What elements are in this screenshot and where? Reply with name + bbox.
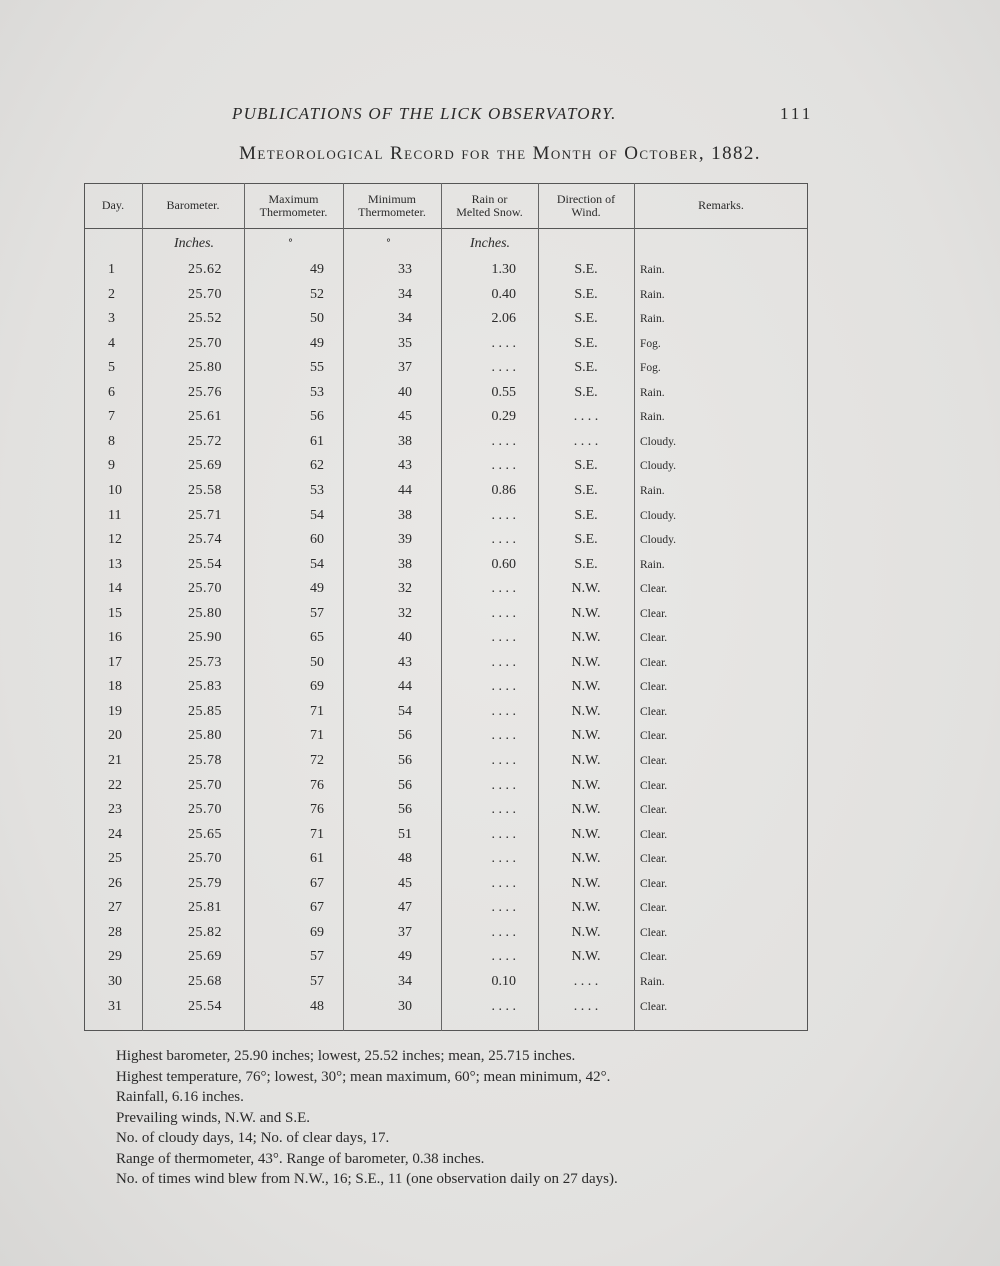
barometer-cell: 25.70 xyxy=(188,802,222,818)
remarks-cell: Rain. xyxy=(640,975,665,988)
day-cell: 10 xyxy=(108,482,122,498)
table-row xyxy=(84,945,808,969)
barometer-cell: 25.71 xyxy=(188,507,222,523)
barometer-cell: 25.68 xyxy=(188,973,222,989)
rain-cell: . . . . xyxy=(491,360,516,376)
rain-cell: . . . . xyxy=(491,802,516,818)
remarks-cell: Clear. xyxy=(640,902,668,915)
day-cell: 22 xyxy=(108,777,122,793)
min-temp-cell: 33 xyxy=(398,262,412,277)
table-row xyxy=(84,258,808,282)
day-cell: 24 xyxy=(108,826,122,842)
rain-cell: 0.40 xyxy=(491,286,516,302)
wind-cell: N.W. xyxy=(571,900,601,916)
rain-cell: 0.60 xyxy=(491,556,516,572)
barometer-cell: 25.58 xyxy=(188,482,222,498)
wind-cell: S.E. xyxy=(574,360,598,376)
wind-cell: . . . . xyxy=(573,409,599,425)
remarks-cell: Clear. xyxy=(640,926,668,939)
day-cell: 29 xyxy=(108,949,122,965)
table-row xyxy=(84,553,808,577)
day-cell: 2 xyxy=(108,286,115,302)
summary-line: No. of times wind blew from N.W., 16; S.E., 11 (one observation daily on 27 days). xyxy=(116,1171,618,1187)
max-temp-cell: 71 xyxy=(310,826,324,842)
remarks-cell: Rain. xyxy=(640,411,665,424)
table-row xyxy=(84,479,808,503)
remarks-cell: Clear. xyxy=(640,583,668,596)
day-cell: 20 xyxy=(108,728,122,744)
max-temp-cell: 56 xyxy=(310,409,324,425)
max-temp-cell: 60 xyxy=(310,532,324,548)
wind-cell: . . . . xyxy=(573,998,599,1014)
rain-cell: . . . . xyxy=(491,900,516,916)
barometer-cell: 25.54 xyxy=(188,998,222,1014)
remarks-cell: Rain. xyxy=(640,484,665,497)
table-row xyxy=(84,823,808,847)
day-cell: 31 xyxy=(108,998,122,1014)
remarks-cell: Cloudy. xyxy=(640,435,676,448)
remarks-cell: Clear. xyxy=(640,853,668,866)
wind-cell: N.W. xyxy=(571,802,601,818)
day-cell: 21 xyxy=(108,753,122,768)
rain-cell: . . . . xyxy=(491,703,516,719)
table-row xyxy=(84,602,808,626)
rain-cell: . . . . xyxy=(491,630,516,646)
wind-cell: N.W. xyxy=(571,630,601,646)
remarks-cell: Clear. xyxy=(640,656,668,669)
rain-cell: . . . . xyxy=(491,924,516,940)
min-temp-cell: 38 xyxy=(398,433,412,449)
header-minimum-thermometer: Minimum Thermometer. xyxy=(358,191,426,219)
rain-cell: 0.86 xyxy=(491,482,516,498)
max-temp-cell: 72 xyxy=(310,753,324,768)
min-temp-cell: 35 xyxy=(398,335,412,351)
header-wind: Direction of Wind. xyxy=(556,191,616,219)
summary-line: Rainfall, 6.16 inches. xyxy=(116,1089,244,1105)
day-cell: 9 xyxy=(108,458,115,474)
wind-cell: S.E. xyxy=(574,335,598,351)
rain-cell: . . . . xyxy=(491,433,516,449)
remarks-cell: Rain. xyxy=(640,288,665,301)
summary-line: Prevailing winds, N.W. and S.E. xyxy=(116,1109,311,1126)
wind-cell: S.E. xyxy=(574,311,598,327)
max-temp-cell: 76 xyxy=(310,802,324,818)
wind-cell: N.W. xyxy=(571,875,601,891)
min-temp-cell: 44 xyxy=(398,482,412,498)
header-maximum-thermometer: Maximum Thermometer. xyxy=(259,191,328,219)
table-row xyxy=(84,896,808,920)
min-temp-cell: 32 xyxy=(398,581,412,597)
table-row xyxy=(84,847,808,871)
remarks-cell: Clear. xyxy=(640,804,668,817)
header-remarks: Remarks. xyxy=(698,198,744,212)
wind-cell: N.W. xyxy=(571,605,601,621)
barometer-cell: 25.70 xyxy=(188,777,222,793)
unit-min-degree: ° xyxy=(386,238,391,249)
table-title: Meteorological Record for the Month of October, 1882. xyxy=(239,143,761,164)
barometer-cell: 25.52 xyxy=(188,311,222,327)
table-row xyxy=(84,651,808,675)
wind-cell: N.W. xyxy=(571,924,601,940)
page-number: 111 xyxy=(780,104,814,123)
min-temp-cell: 43 xyxy=(398,458,412,474)
summary-line: Highest temperature, 76°; lowest, 30°; mean maximum, 60°; mean minimum, 42°. xyxy=(116,1068,611,1085)
remarks-cell: Clear. xyxy=(640,755,668,767)
max-temp-cell: 65 xyxy=(310,630,324,646)
table-row xyxy=(84,356,808,380)
remarks-cell: Clear. xyxy=(640,951,668,964)
min-temp-cell: 40 xyxy=(398,384,412,400)
max-temp-cell: 49 xyxy=(310,335,324,351)
barometer-cell: 25.70 xyxy=(188,581,222,597)
max-temp-cell: 54 xyxy=(310,556,324,572)
summary-line: No. of cloudy days, 14; No. of clear days, 17. xyxy=(116,1130,390,1146)
day-cell: 28 xyxy=(108,924,122,940)
barometer-cell: 25.69 xyxy=(188,458,222,474)
unit-rain: Inches. xyxy=(470,236,511,251)
summary-line: Range of thermometer, 43°. Range of barometer, 0.38 inches. xyxy=(116,1150,485,1167)
wind-cell: N.W. xyxy=(571,753,601,768)
min-temp-cell: 38 xyxy=(398,507,412,523)
barometer-cell: 25.80 xyxy=(188,728,222,744)
max-temp-cell: 69 xyxy=(310,679,324,695)
day-cell: 4 xyxy=(108,335,115,351)
min-temp-cell: 39 xyxy=(398,532,412,548)
barometer-cell: 25.72 xyxy=(188,433,222,449)
day-cell: 30 xyxy=(108,973,122,989)
rain-cell: . . . . xyxy=(491,581,516,597)
min-temp-cell: 51 xyxy=(398,826,412,842)
day-cell: 14 xyxy=(108,581,122,597)
day-cell: 7 xyxy=(108,409,115,425)
wind-cell: S.E. xyxy=(574,286,598,302)
wind-cell: S.E. xyxy=(574,532,598,548)
day-cell: 15 xyxy=(108,605,122,621)
min-temp-cell: 56 xyxy=(398,802,412,818)
remarks-cell: Clear. xyxy=(640,730,668,743)
max-temp-cell: 71 xyxy=(310,703,324,719)
day-cell: 12 xyxy=(108,532,122,548)
wind-cell: S.E. xyxy=(574,556,598,572)
wind-cell: S.E. xyxy=(574,262,598,277)
min-temp-cell: 45 xyxy=(398,875,412,891)
min-temp-cell: 34 xyxy=(398,311,412,327)
table-row xyxy=(84,774,808,798)
min-temp-cell: 40 xyxy=(398,630,412,646)
wind-cell: N.W. xyxy=(571,654,601,670)
header-rule xyxy=(84,228,808,229)
barometer-cell: 25.70 xyxy=(188,851,222,867)
day-cell: 3 xyxy=(108,311,115,327)
remarks-cell: Cloudy. xyxy=(640,534,676,547)
max-temp-cell: 49 xyxy=(310,581,324,597)
rain-cell: . . . . xyxy=(491,753,516,768)
max-temp-cell: 52 xyxy=(310,286,324,302)
rain-cell: . . . . xyxy=(491,679,516,695)
max-temp-cell: 67 xyxy=(310,875,324,891)
wind-cell: N.W. xyxy=(571,777,601,793)
wind-cell: N.W. xyxy=(571,851,601,867)
header-day: Day. xyxy=(101,198,125,212)
day-cell: 13 xyxy=(108,556,122,572)
barometer-cell: 25.82 xyxy=(188,924,222,940)
max-temp-cell: 76 xyxy=(310,777,324,793)
wind-cell: . . . . xyxy=(573,433,599,449)
barometer-cell: 25.85 xyxy=(188,703,222,719)
min-temp-cell: 38 xyxy=(398,556,412,572)
barometer-cell: 25.90 xyxy=(188,630,222,646)
max-temp-cell: 61 xyxy=(310,433,324,449)
min-temp-cell: 45 xyxy=(398,409,412,425)
barometer-cell: 25.74 xyxy=(188,532,222,548)
barometer-cell: 25.76 xyxy=(188,384,222,400)
barometer-cell: 25.80 xyxy=(188,605,222,621)
remarks-cell: Clear. xyxy=(640,681,668,694)
remarks-cell: Rain. xyxy=(640,558,665,571)
day-cell: 17 xyxy=(108,654,122,670)
min-temp-cell: 43 xyxy=(398,654,412,670)
max-temp-cell: 57 xyxy=(310,605,324,621)
wind-cell: N.W. xyxy=(571,581,601,597)
summary-line: Highest barometer, 25.90 inches; lowest, 25.52 inches; mean, 25.715 inches. xyxy=(116,1048,576,1064)
running-head: PUBLICATIONS OF THE LICK OBSERVATORY. xyxy=(232,104,617,123)
min-temp-cell: 37 xyxy=(398,360,412,376)
rain-cell: . . . . xyxy=(491,998,516,1014)
remarks-cell: Clear. xyxy=(640,607,668,620)
table-row xyxy=(84,504,808,528)
remarks-cell: Clear. xyxy=(640,828,668,841)
max-temp-cell: 49 xyxy=(310,262,324,277)
rain-cell: . . . . xyxy=(491,335,516,351)
remarks-cell: Clear. xyxy=(640,632,668,645)
rain-cell: 0.55 xyxy=(491,384,516,400)
day-cell: 5 xyxy=(108,360,115,376)
barometer-cell: 25.79 xyxy=(188,875,222,891)
min-temp-cell: 54 xyxy=(398,703,412,719)
day-cell: 1 xyxy=(108,262,115,277)
remarks-cell: Rain. xyxy=(640,386,665,399)
rain-cell: . . . . xyxy=(491,728,516,744)
remarks-cell: Rain. xyxy=(640,264,665,276)
max-temp-cell: 69 xyxy=(310,924,324,940)
rain-cell: . . . . xyxy=(491,654,516,670)
day-cell: 25 xyxy=(108,851,122,867)
wind-cell: S.E. xyxy=(574,507,598,523)
summary-notes xyxy=(116,1046,618,1190)
remarks-cell: Clear. xyxy=(640,779,668,792)
max-temp-cell: 55 xyxy=(310,360,324,376)
table-row xyxy=(84,454,808,478)
max-temp-cell: 57 xyxy=(310,973,324,989)
wind-cell: S.E. xyxy=(574,458,598,474)
max-temp-cell: 67 xyxy=(310,900,324,916)
remarks-cell: Cloudy. xyxy=(640,509,676,522)
max-temp-cell: 71 xyxy=(310,728,324,744)
table-row xyxy=(84,283,808,307)
barometer-cell: 25.61 xyxy=(188,409,222,425)
table-row xyxy=(84,381,808,405)
max-temp-cell: 53 xyxy=(310,384,324,400)
min-temp-cell: 32 xyxy=(398,605,412,621)
max-temp-cell: 53 xyxy=(310,482,324,498)
table-row xyxy=(84,577,808,601)
min-temp-cell: 30 xyxy=(398,998,412,1014)
rain-cell: . . . . xyxy=(491,605,516,621)
rain-cell: . . . . xyxy=(491,532,516,548)
barometer-cell: 25.69 xyxy=(188,949,222,965)
rain-cell: . . . . xyxy=(491,507,516,523)
min-temp-cell: 34 xyxy=(398,286,412,302)
table-row xyxy=(84,430,808,454)
rain-cell: 1.30 xyxy=(491,262,516,277)
min-temp-cell: 56 xyxy=(398,728,412,744)
max-temp-cell: 54 xyxy=(310,507,324,523)
day-cell: 26 xyxy=(108,875,122,891)
wind-cell: S.E. xyxy=(574,384,598,400)
wind-cell: N.W. xyxy=(571,703,601,719)
rain-cell: 0.10 xyxy=(491,973,516,989)
day-cell: 8 xyxy=(108,433,115,449)
barometer-cell: 25.70 xyxy=(188,286,222,302)
wind-cell: N.W. xyxy=(571,826,601,842)
rain-cell: . . . . xyxy=(491,949,516,965)
day-cell: 16 xyxy=(108,630,122,646)
min-temp-cell: 48 xyxy=(398,851,412,867)
barometer-cell: 25.81 xyxy=(188,900,222,916)
remarks-cell: Fog. xyxy=(640,337,661,350)
barometer-cell: 25.54 xyxy=(188,556,222,572)
wind-cell: N.W. xyxy=(571,728,601,744)
min-temp-cell: 37 xyxy=(398,924,412,940)
barometer-cell: 25.83 xyxy=(188,679,222,695)
table-row xyxy=(84,675,808,699)
rain-cell: . . . . xyxy=(491,777,516,793)
min-temp-cell: 47 xyxy=(398,900,412,916)
day-cell: 11 xyxy=(108,507,122,523)
table-row xyxy=(84,749,808,773)
remarks-cell: Rain. xyxy=(640,313,665,326)
wind-cell: . . . . xyxy=(573,973,599,989)
min-temp-cell: 44 xyxy=(398,679,412,695)
max-temp-cell: 57 xyxy=(310,949,324,965)
rain-cell: . . . . xyxy=(491,875,516,891)
header-rain: Rain or Melted Snow. xyxy=(456,191,523,219)
table-row xyxy=(84,921,808,945)
rain-cell: . . . . xyxy=(491,826,516,842)
table-row xyxy=(84,700,808,724)
table-row xyxy=(84,995,808,1019)
table-row xyxy=(84,626,808,650)
rain-cell: . . . . xyxy=(491,458,516,474)
remarks-cell: Clear. xyxy=(640,705,668,718)
barometer-cell: 25.73 xyxy=(188,654,222,670)
day-cell: 18 xyxy=(108,679,122,695)
wind-cell: N.W. xyxy=(571,949,601,965)
min-temp-cell: 56 xyxy=(398,753,412,768)
header-barometer: Barometer. xyxy=(166,198,220,212)
unit-max-degree: ° xyxy=(288,238,293,249)
table-row xyxy=(84,872,808,896)
barometer-cell: 25.80 xyxy=(188,360,222,376)
table-row xyxy=(84,307,808,331)
remarks-cell: Cloudy. xyxy=(640,460,676,473)
barometer-cell: 25.65 xyxy=(188,826,222,842)
max-temp-cell: 50 xyxy=(310,311,324,327)
min-temp-cell: 56 xyxy=(398,777,412,793)
wind-cell: S.E. xyxy=(574,482,598,498)
max-temp-cell: 61 xyxy=(310,851,324,867)
table-row xyxy=(84,405,808,429)
rain-cell: 2.06 xyxy=(491,311,516,327)
remarks-cell: Clear. xyxy=(640,1000,668,1013)
rain-cell: . . . . xyxy=(491,851,516,867)
barometer-cell: 25.70 xyxy=(188,335,222,351)
day-cell: 19 xyxy=(108,703,122,719)
table-row xyxy=(84,528,808,552)
table-row xyxy=(84,332,808,356)
day-cell: 23 xyxy=(108,802,122,818)
min-temp-cell: 49 xyxy=(398,949,412,965)
rain-cell: 0.29 xyxy=(491,409,516,425)
barometer-cell: 25.62 xyxy=(188,262,222,277)
wind-cell: N.W. xyxy=(571,679,601,695)
remarks-cell: Clear. xyxy=(640,877,668,890)
max-temp-cell: 50 xyxy=(310,654,324,670)
remarks-cell: Fog. xyxy=(640,362,661,375)
table-row xyxy=(84,798,808,822)
table-row xyxy=(84,970,808,994)
day-cell: 6 xyxy=(108,384,115,400)
max-temp-cell: 48 xyxy=(310,998,324,1014)
day-cell: 27 xyxy=(108,900,122,916)
table-row xyxy=(84,724,808,748)
min-temp-cell: 34 xyxy=(398,973,412,989)
max-temp-cell: 62 xyxy=(310,458,324,474)
unit-barometer: Inches. xyxy=(174,236,215,251)
barometer-cell: 25.78 xyxy=(188,753,222,768)
